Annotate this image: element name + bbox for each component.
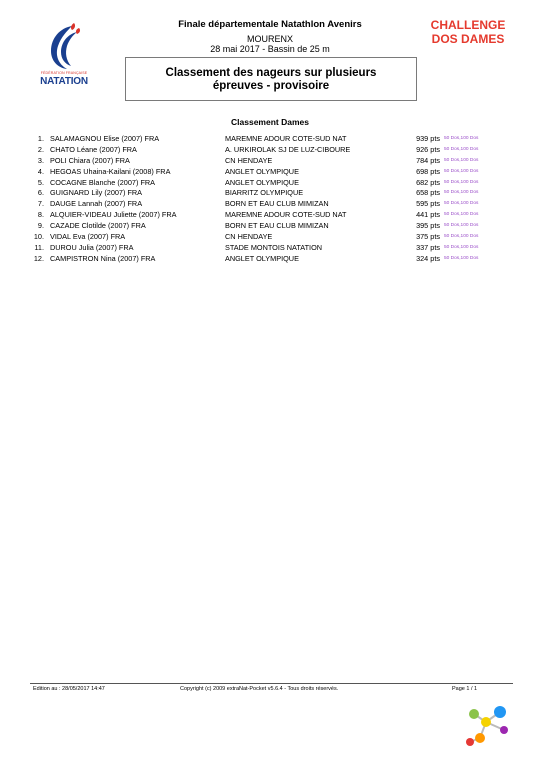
result-club: CN HENDAYE bbox=[225, 155, 273, 165]
result-row bbox=[0, 210, 543, 221]
ffn-logo bbox=[34, 22, 94, 86]
result-row bbox=[0, 199, 543, 210]
challenge-line-1: CHALLENGE bbox=[430, 18, 506, 32]
result-events: 50 Dos,100 Dos bbox=[444, 244, 479, 250]
result-points: 595 pts bbox=[416, 199, 440, 209]
result-name: CAZADE Clotilde (2007) FRA bbox=[50, 221, 146, 231]
meet-date-pool: 28 mai 2017 - Bassin de 25 m bbox=[210, 44, 330, 54]
page-number: Page 1 / 1 bbox=[452, 686, 478, 692]
section-title: Classement Dames bbox=[231, 117, 309, 127]
result-rank: 11. bbox=[34, 242, 44, 252]
result-events: 50 Dos,100 Dos bbox=[444, 157, 479, 163]
challenge-label bbox=[418, 18, 518, 46]
result-points: 658 pts bbox=[416, 188, 440, 198]
result-points: 337 pts bbox=[416, 242, 440, 252]
result-name: CAMPISTRON Nina (2007) FRA bbox=[50, 253, 156, 263]
result-row bbox=[0, 134, 543, 145]
edition-date: Edition au : 28/05/2017 14:47 bbox=[33, 686, 105, 692]
result-name: CHATO Léane (2007) FRA bbox=[50, 144, 137, 154]
result-name: HEGOAS Uhaina-Kailani (2008) FRA bbox=[50, 166, 171, 176]
result-name: DAUGE Lannah (2007) FRA bbox=[50, 199, 143, 209]
result-rank: 4. bbox=[37, 166, 44, 176]
result-points: 324 pts bbox=[416, 253, 440, 263]
result-events: 50 Dos,100 Dos bbox=[444, 146, 479, 152]
result-club: BORN ET EAU CLUB MIMIZAN bbox=[225, 221, 329, 231]
extranat-logo bbox=[460, 700, 512, 752]
result-club: MAREMNE ADOUR COTE-SUD NAT bbox=[225, 134, 347, 143]
result-row bbox=[0, 145, 543, 156]
result-points: 375 pts bbox=[416, 232, 440, 242]
extranat-molecule-icon bbox=[460, 700, 512, 752]
ranking-title-box bbox=[125, 57, 417, 101]
result-points: 682 pts bbox=[416, 177, 440, 187]
result-row bbox=[0, 178, 543, 189]
result-points: 441 pts bbox=[416, 210, 440, 220]
result-club: BORN ET EAU CLUB MIMIZAN bbox=[225, 199, 329, 209]
result-points: 926 pts bbox=[416, 144, 440, 154]
ffn-emblem-icon bbox=[46, 22, 82, 70]
result-events: 50 Dos,100 Dos bbox=[444, 136, 479, 141]
result-club: BIARRITZ OLYMPIQUE bbox=[225, 188, 304, 198]
footer-divider bbox=[30, 683, 513, 684]
result-row bbox=[0, 232, 543, 243]
result-rank: 7. bbox=[37, 199, 44, 209]
result-events: 50 Dos,100 Dos bbox=[444, 168, 479, 174]
result-club: A. URKIROLAK SJ DE LUZ-CIBOURE bbox=[225, 144, 351, 154]
result-rank: 6. bbox=[37, 188, 44, 198]
result-club: ANGLET OLYMPIQUE bbox=[225, 253, 299, 263]
result-name: ALQUIER-VIDEAU Juliette (2007) FRA bbox=[50, 210, 177, 220]
results-list bbox=[0, 134, 543, 265]
result-events: 50 Dos,100 Dos bbox=[444, 212, 479, 218]
result-events: 50 Dos,100 Dos bbox=[444, 255, 479, 261]
result-row bbox=[0, 188, 543, 199]
result-points: 784 pts bbox=[416, 155, 440, 165]
result-events: 50 Dos,100 Dos bbox=[444, 223, 479, 229]
result-points: 939 pts bbox=[416, 134, 440, 143]
result-row bbox=[0, 254, 543, 265]
result-name: SALAMAGNOU Elise (2007) FRA bbox=[50, 134, 160, 143]
result-rank: 8. bbox=[37, 210, 44, 220]
result-events: 50 Dos,100 Dos bbox=[444, 190, 479, 196]
challenge-line-2: DOS DAMES bbox=[431, 32, 505, 46]
result-club: MAREMNE ADOUR COTE-SUD NAT bbox=[225, 210, 347, 220]
ranking-title-line-1: Classement des nageurs sur plusieurs bbox=[165, 67, 377, 79]
ranking-title-line-2: épreuves - provisoire bbox=[212, 79, 330, 92]
result-name: VIDAL Eva (2007) FRA bbox=[50, 232, 126, 242]
result-rank: 5. bbox=[37, 177, 44, 187]
result-points: 395 pts bbox=[416, 221, 440, 231]
result-events: 50 Dos,100 Dos bbox=[444, 234, 479, 240]
result-points: 698 pts bbox=[416, 166, 440, 176]
federation-text: FÉDÉRATION FRANÇAISE bbox=[40, 71, 88, 75]
result-club: STADE MONTOIS NATATION bbox=[225, 242, 323, 252]
result-club: CN HENDAYE bbox=[225, 232, 273, 242]
meet-title: Finale départementale Natathlon Avenirs bbox=[178, 19, 362, 30]
result-name: POLI Chiara (2007) FRA bbox=[50, 155, 130, 165]
result-rank: 2. bbox=[37, 144, 44, 154]
result-rank: 3. bbox=[37, 155, 44, 165]
result-row bbox=[0, 156, 543, 167]
result-club: ANGLET OLYMPIQUE bbox=[225, 166, 299, 176]
result-events: 50 Dos,100 Dos bbox=[444, 179, 479, 185]
result-name: GUIGNARD Lily (2007) FRA bbox=[50, 188, 143, 198]
result-rank: 10. bbox=[33, 232, 44, 242]
natation-brand: NATATION bbox=[40, 76, 88, 87]
copyright-text: Copyright (c) 2009 extraNat-Pocket v5.6.4 - Tous droits réservés. bbox=[180, 686, 339, 692]
result-row bbox=[0, 167, 543, 178]
result-events: 50 Dos,100 Dos bbox=[444, 201, 479, 207]
result-row bbox=[0, 221, 543, 232]
result-row bbox=[0, 243, 543, 254]
result-rank: 12. bbox=[33, 253, 44, 263]
result-name: COCAGNE Blanche (2007) FRA bbox=[50, 177, 156, 187]
result-rank: 9. bbox=[37, 221, 44, 231]
result-rank: 1. bbox=[37, 134, 44, 143]
result-name: DUROU Julia (2007) FRA bbox=[50, 242, 134, 252]
meet-location: MOURENX bbox=[246, 34, 293, 44]
result-club: ANGLET OLYMPIQUE bbox=[225, 177, 299, 187]
